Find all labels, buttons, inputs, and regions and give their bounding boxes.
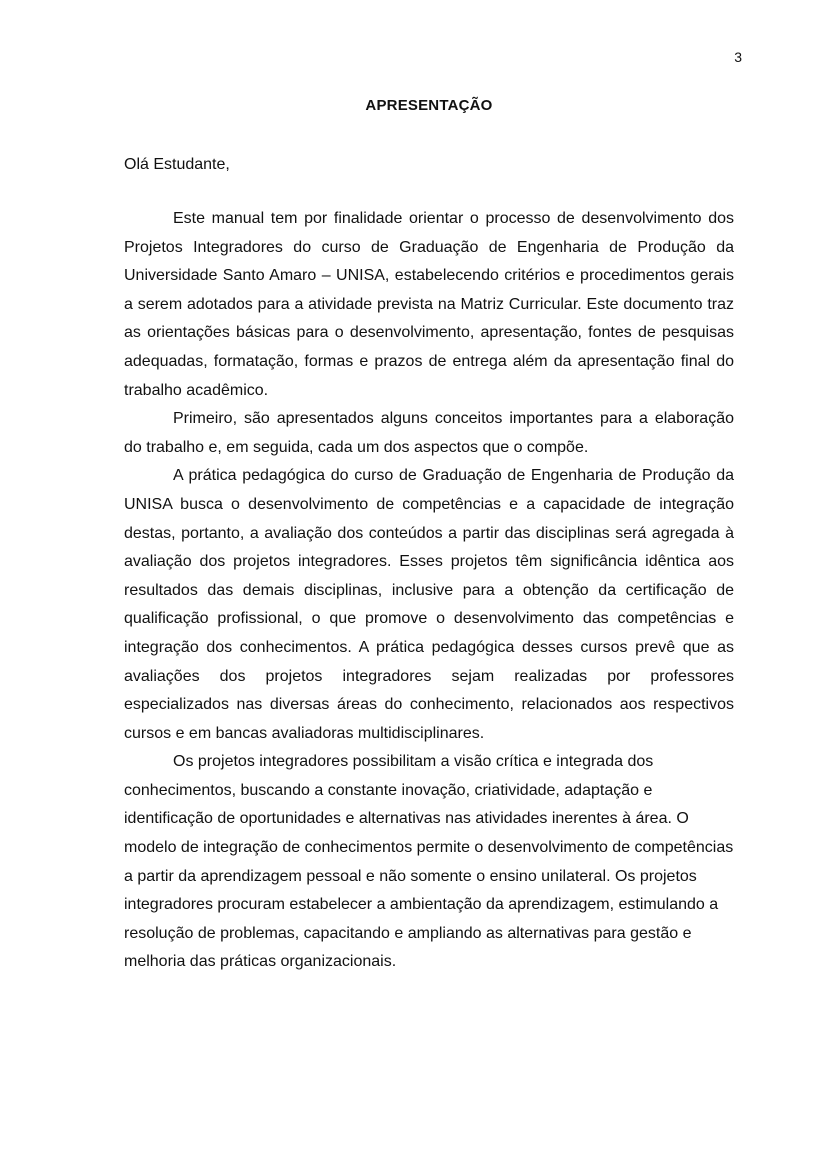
page-number: 3 (734, 49, 742, 65)
section-title: APRESENTAÇÃO (365, 97, 493, 114)
paragraph: Este manual tem por finalidade orientar o processo de desenvolvimento dos Projetos Integradores do curso de Graduação de Engenharia de Produção da Universidade Santo Amaro – UNISA, estabelecendo critérios e procedimentos gerais a serem adotados para a atividade prevista na Matriz Curricular. Este documento traz as orientações básicas para o desenvolvimento, apresentação, fontes de pesquisas adequadas, formatação, formas e prazos de entrega além da apresentação final do trabalho acadêmico. (124, 210, 734, 399)
paragraph: Os projetos integradores possibilitam a visão crítica e integrada dos conhecimentos, buscando a constante inovação, criatividade, adaptação e identificação de oportunidades e alternativas nas atividades inerentes à área. O modelo de integração de conhecimentos permite o desenvolvimento de competências a partir da aprendizagem pessoal e não somente o ensino unilateral. Os projetos integradores procuram estabelecer a ambientação da aprendizagem, estimulando a resolução de problemas, capacitando e ampliando as alternativas para gestão e melhoria das práticas organizacionais. (124, 753, 734, 971)
greeting: Olá Estudante, (124, 156, 230, 173)
body-text (124, 205, 734, 977)
paragraph: Primeiro, são apresentados alguns conceitos importantes para a elaboração do trabalho e, em seguida, cada um dos aspectos que o compõe. (124, 410, 734, 456)
paragraph: A prática pedagógica do curso de Graduação de Engenharia de Produção da UNISA busca o desenvolvimento de competências e a capacidade de integração destas, portanto, a avaliação dos conteúdos a partir das disciplinas será agregada à avaliação dos projetos integradores. Esses projetos têm significância idêntica aos resultados das demais disciplinas, inclusive para a obtenção da certificação de qualificação profissional, o que promove o desenvolvimento das competências e integração dos conhecimentos. A prática pedagógica desses cursos prevê que as avaliações dos projetos integradores sejam realizadas por professores especializados nas diversas áreas do conhecimento, relacionados aos respectivos cursos e em bancas avaliadoras multidisciplinares. (124, 467, 734, 742)
